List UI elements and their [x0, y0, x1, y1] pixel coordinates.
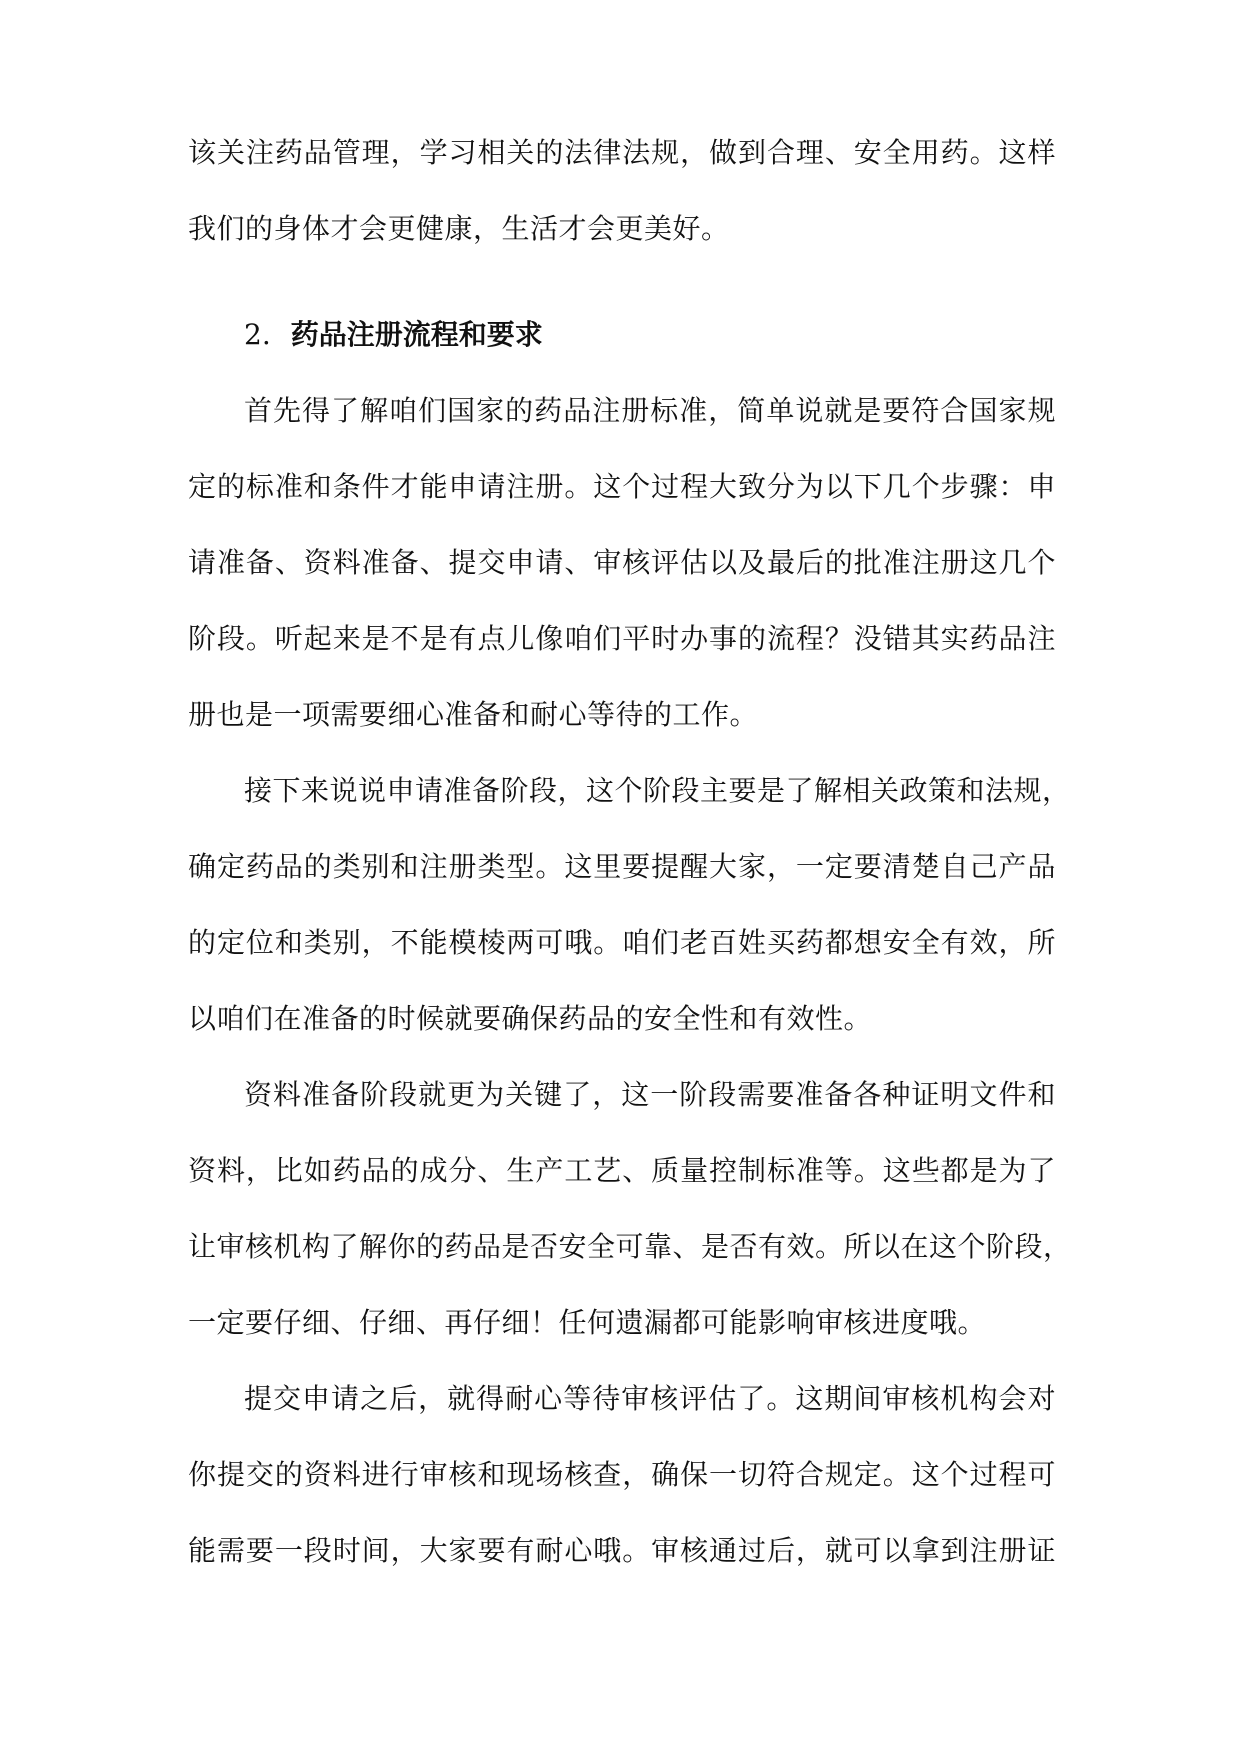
text-line: 资料准备阶段就更为关键了，这一阶段需要准备各种证明文件和: [244, 1078, 1056, 1111]
paragraph-3: [188, 1076, 1072, 1342]
text-line: 的定位和类别，不能模棱两可哦。咱们老百姓买药都想安全有效，所: [188, 926, 1056, 959]
text-line: 接下来说说申请准备阶段，这个阶段主要是了解相关政策和法规，: [244, 774, 1071, 807]
text-line: 资料，比如药品的成分、生产工艺、质量控制标准等。这些都是为了: [188, 1154, 1056, 1187]
paragraph-intro: [188, 134, 1056, 248]
section-title: 药品注册流程和要求: [290, 318, 543, 351]
text-line: 提交申请之后，就得耐心等待审核评估了。这期间审核机构会对: [244, 1382, 1056, 1415]
document-body: [188, 134, 1072, 1570]
text-line: 该关注药品管理，学习相关的法律法规，做到合理、安全用药。这样: [188, 136, 1056, 169]
paragraph-2: [188, 772, 1071, 1038]
text-line: 首先得了解咱们国家的药品注册标准，简单说就是要符合国家规: [244, 394, 1056, 427]
text-line: 一定要仔细、仔细、再仔细！任何遗漏都可能影响审核进度哦。: [188, 1306, 987, 1339]
paragraph-1: [188, 392, 1056, 734]
section-heading: [188, 316, 1056, 354]
text-line: 让审核机构了解你的药品是否安全可靠、是否有效。所以在这个阶段，: [188, 1230, 1072, 1263]
paragraph-4: [188, 1380, 1056, 1570]
text-line: 确定药品的类别和注册类型。这里要提醒大家，一定要清楚自己产品: [188, 850, 1056, 883]
text-line: 我们的身体才会更健康，生活才会更美好。: [188, 212, 730, 245]
text-line: 阶段。听起来是不是有点儿像咱们平时办事的流程？没错其实药品注: [188, 622, 1056, 655]
text-line: 你提交的资料进行审核和现场核查，确保一切符合规定。这个过程可: [188, 1458, 1056, 1491]
text-line: 定的标准和条件才能申请注册。这个过程大致分为以下几个步骤：申: [188, 470, 1056, 503]
text-line: 能需要一段时间，大家要有耐心哦。审核通过后，就可以拿到注册证: [188, 1534, 1056, 1567]
text-line: 以咱们在准备的时候就要确保药品的安全性和有效性。: [188, 1002, 873, 1035]
text-line: 册也是一项需要细心准备和耐心等待的工作。: [188, 698, 759, 731]
text-line: 请准备、资料准备、提交申请、审核评估以及最后的批准注册这几个: [188, 546, 1056, 579]
section-number: 2.: [244, 318, 271, 351]
